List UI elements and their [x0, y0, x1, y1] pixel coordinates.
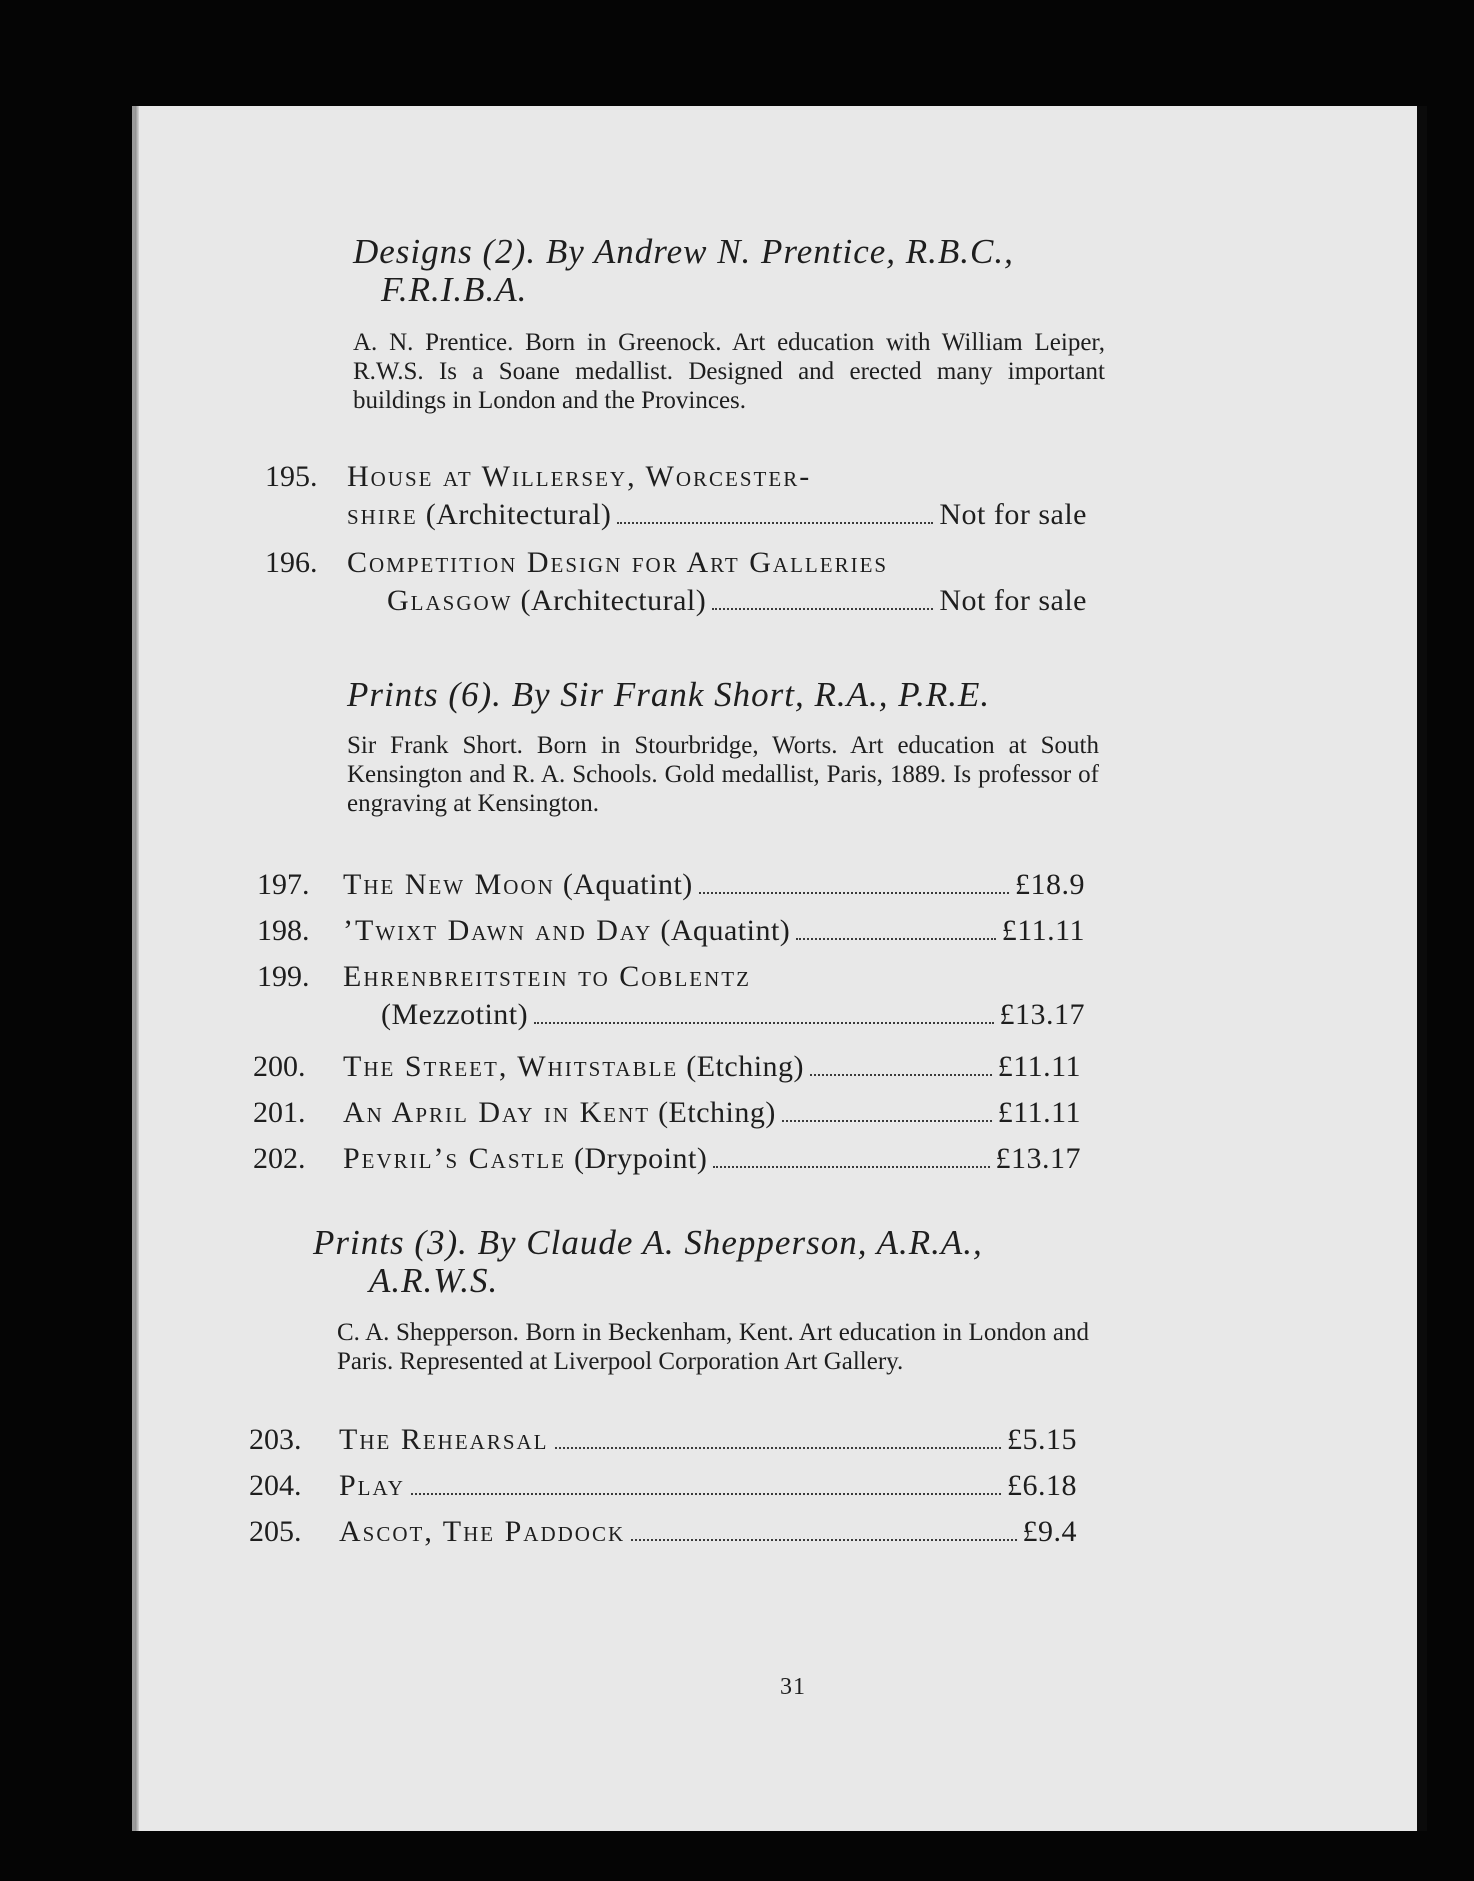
entry-medium: (Drypoint): [574, 1142, 708, 1175]
entry-price: £11.11: [997, 1050, 1081, 1083]
dot-leader: [631, 1539, 1016, 1541]
entry-price: £13.17: [999, 998, 1085, 1031]
heading-line: Prints (3). By Claude A. Shepperson, A.R.A.,: [313, 1223, 983, 1262]
page-number: 31: [780, 1674, 806, 1700]
entry-number: 197.: [257, 868, 310, 901]
entry-number: 195.: [265, 460, 318, 493]
entry-price: £6.18: [1007, 1469, 1077, 1502]
entry-medium: (Architectural): [520, 584, 707, 617]
entry-number: 203.: [249, 1423, 302, 1456]
entry-title: Play: [339, 1469, 405, 1502]
entry-title: Ehrenbreitstein to Coblentz: [343, 960, 751, 993]
page-edge: [1417, 106, 1427, 1831]
entry-price: £5.15: [1007, 1423, 1077, 1456]
entry-price: £18.9: [1015, 868, 1085, 901]
entry-number: 201.: [253, 1096, 306, 1129]
entry-number: 200.: [253, 1050, 306, 1083]
artist-bio-shepperson: C. A. Shepperson. Born in Beckenham, Kent. Art education in London and Paris. Represented at Liverpool Corporation Art Gallery.: [337, 1319, 1089, 1375]
dot-leader: [796, 938, 995, 940]
entry-medium: (Aquatint): [660, 914, 791, 947]
dot-leader: [810, 1074, 992, 1076]
entry-number: 199.: [257, 960, 310, 993]
entry-medium: (Mezzotint): [381, 998, 529, 1031]
section-heading-prentice: [353, 233, 1253, 309]
entry-title: An April Day in Kent: [343, 1096, 651, 1129]
entry-title-continued: Glasgow: [387, 584, 513, 617]
entry-price: £11.11: [1001, 914, 1085, 947]
entry-medium: (Architectural): [425, 498, 612, 531]
artist-bio-short: Sir Frank Short. Born in Stourbridge, Worts. Art education at South Kensington and R. A. Schools. Gold medallist, Paris, 1889. Is professor of engraving at Kensington.: [347, 732, 1099, 817]
dot-leader: [411, 1493, 1001, 1495]
entry-price: Not for sale: [939, 498, 1087, 531]
dot-leader: [712, 608, 933, 610]
dot-leader: [534, 1022, 993, 1024]
dot-leader: [713, 1166, 989, 1168]
entry-price: Not for sale: [939, 584, 1087, 617]
entry-title: The Street, Whitstable: [343, 1050, 679, 1083]
entry-medium: (Etching): [658, 1096, 776, 1129]
entry-title: Competition Design for Art Galleries: [347, 546, 889, 579]
entry-price: £11.11: [997, 1096, 1081, 1129]
heading-continuation: F.R.I.B.A.: [381, 270, 528, 309]
heading-line: Designs (2). By Andrew N. Prentice, R.B.C.,: [353, 232, 1014, 271]
entry-medium: (Aquatint): [562, 868, 693, 901]
entry-number: 205.: [249, 1515, 302, 1548]
entry-number: 204.: [249, 1469, 302, 1502]
entry-price: £13.17: [995, 1142, 1081, 1175]
heading-continuation: A.R.W.S.: [369, 1261, 499, 1300]
section-heading-short: [347, 676, 1247, 714]
dot-leader: [782, 1120, 992, 1122]
artist-bio-prentice: A. N. Prentice. Born in Greenock. Art education with William Leiper, R.W.S. Is a Soane medallist. Designed and erected many important buildings in London and the Provinces.: [353, 329, 1105, 414]
entry-number: 196.: [265, 546, 318, 579]
catalogue-page: [132, 106, 1427, 1831]
heading-line: Prints (6). By Sir Frank Short, R.A., P.R.E.: [347, 675, 991, 714]
entry-title: The New Moon: [343, 868, 555, 901]
entry-title: House at Willersey, Worcester-: [347, 460, 812, 493]
entry-title: Pevril’s Castle: [343, 1142, 567, 1175]
dot-leader: [617, 522, 933, 524]
page-spine: [135, 106, 139, 1831]
entry-medium: (Etching): [686, 1050, 805, 1083]
entry-number: 202.: [253, 1142, 306, 1175]
entry-title: ’Twixt Dawn and Day: [343, 914, 653, 947]
entry-title: Ascot, The Paddock: [339, 1515, 626, 1548]
section-heading-shepperson: [313, 1224, 1213, 1300]
dot-leader: [699, 892, 1009, 894]
entry-price: £9.4: [1022, 1515, 1077, 1548]
entry-title: The Rehearsal: [339, 1423, 549, 1456]
entry-title-continued: shire: [347, 498, 418, 531]
dot-leader: [555, 1447, 1002, 1449]
entry-number: 198.: [257, 914, 310, 947]
